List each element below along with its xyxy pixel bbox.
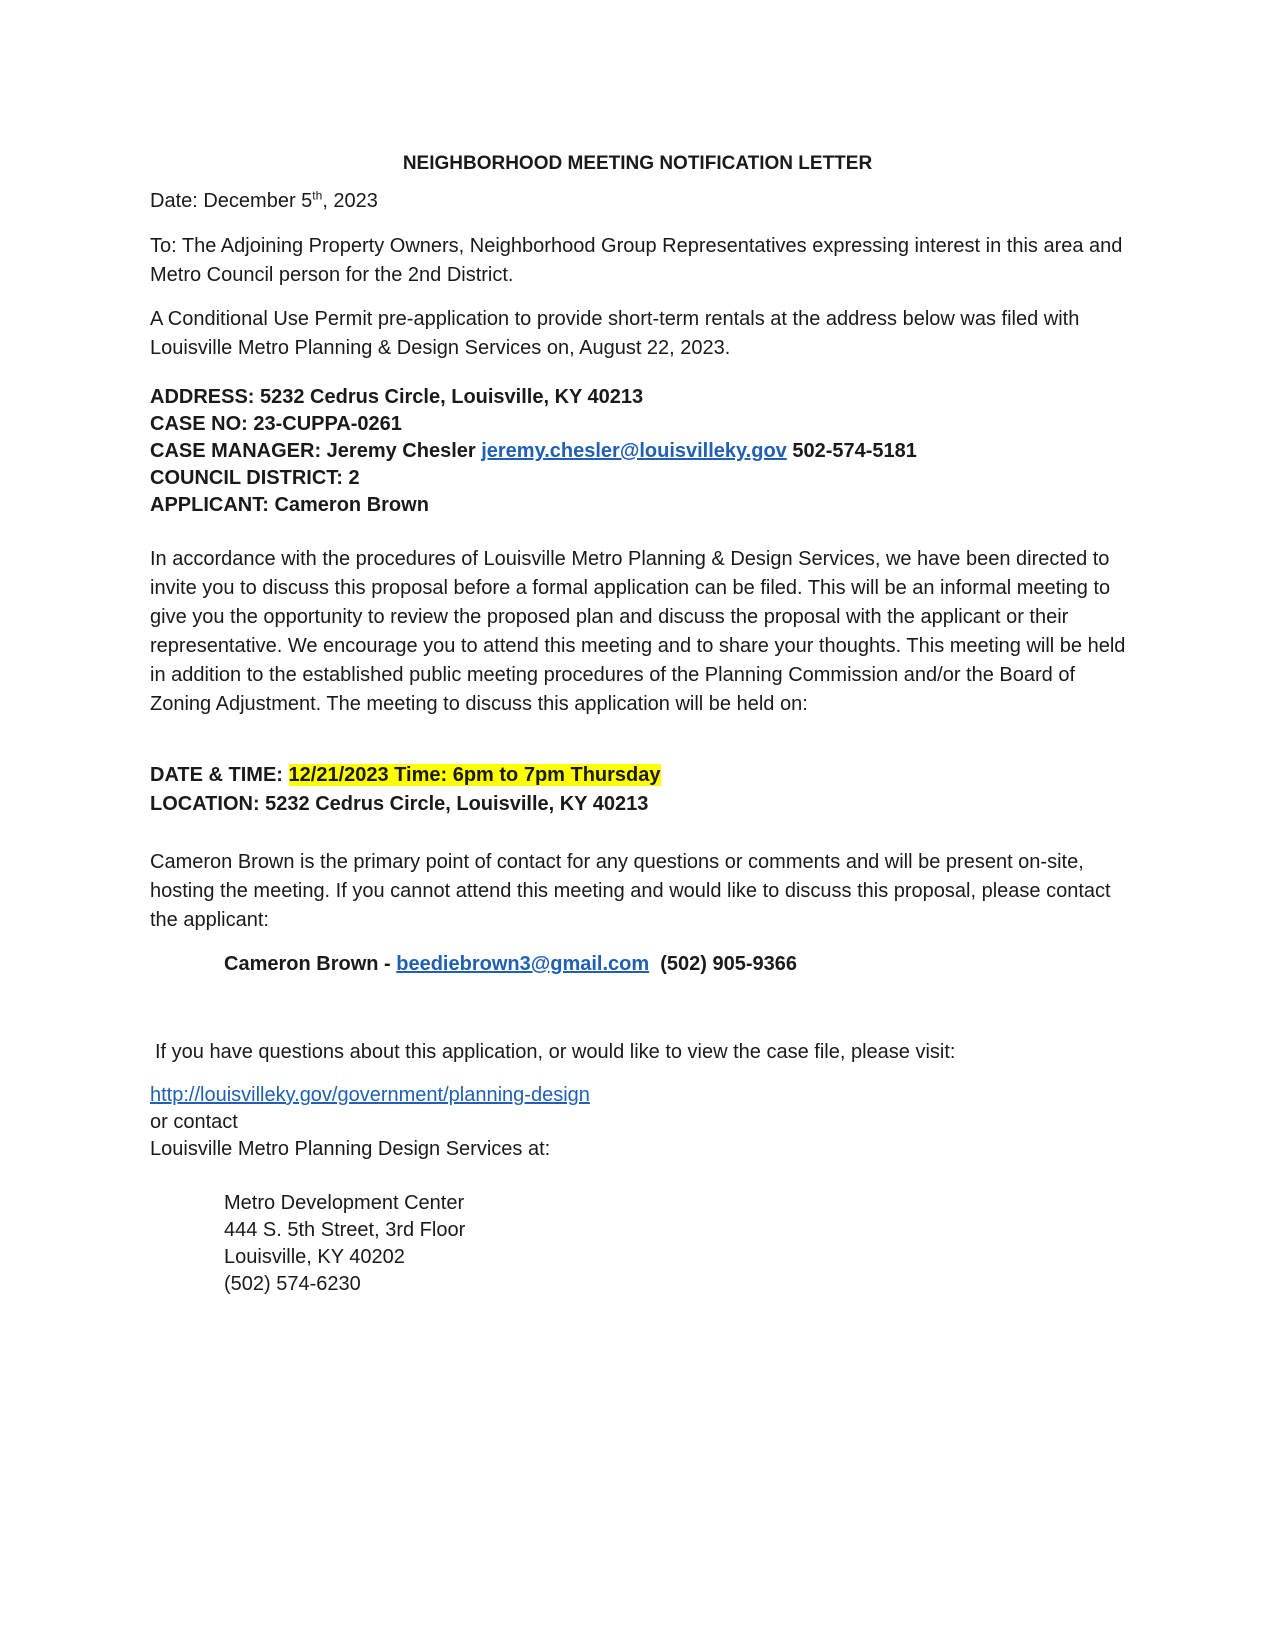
recipients-line: To: The Adjoining Property Owners, Neighborhood Group Representatives expressing interest in this area and Metro Council person for the 2nd District. bbox=[150, 235, 1123, 286]
office-address-line-2: 444 S. 5th Street, 3rd Floor bbox=[224, 1219, 466, 1241]
letter-date: Date: December 5th, 2023 bbox=[150, 188, 378, 212]
office-phone: (502) 574-6230 bbox=[224, 1273, 361, 1295]
office-label: Louisville Metro Planning Design Services at: bbox=[150, 1138, 551, 1160]
applicant-phone: (502) 905-9366 bbox=[660, 953, 798, 975]
applicant-email-link[interactable]: beediebrown3@gmail.com bbox=[396, 953, 650, 975]
council-district-line: COUNCIL DISTRICT: 2 bbox=[150, 467, 360, 489]
applicant-contact bbox=[224, 950, 1209, 979]
procedure-paragraph: In accordance with the procedures of Louisville Metro Planning & Design Services, we have been directed to invite you to discuss this proposal before a formal application can be filed. This will be an informal meeting to give you the opportunity to review the proposed plan and discuss the proposal with the applicant or their representative. We encourage you to attend this meeting and to share your thoughts. This meeting will be held in addition to the established public meeting procedures of the Planning Commission and/or the Board of Zoning Adjustment. The meeting to discuss this application will be held on: bbox=[150, 548, 1126, 715]
meeting-date-time-highlight: 12/21/2023 Time: 6pm to 7pm Thursday bbox=[288, 764, 661, 786]
applicant-line: APPLICANT: Cameron Brown bbox=[150, 494, 429, 516]
office-address-line-1: Metro Development Center bbox=[224, 1192, 465, 1214]
or-contact-text: or contact bbox=[150, 1111, 238, 1133]
website-contact bbox=[150, 1082, 1135, 1163]
questions-line: If you have questions about this application, or would like to view the case file, please visit: bbox=[155, 1041, 956, 1063]
case-manager-email-link[interactable]: jeremy.chesler@louisvilleky.gov bbox=[481, 440, 787, 462]
applicant-contact-name: Cameron Brown - bbox=[224, 953, 397, 975]
meeting-details bbox=[150, 761, 1135, 819]
office-address bbox=[224, 1190, 1209, 1298]
case-manager-line: CASE MANAGER: Jeremy Chesler jeremy.chesler@louisvilleky.gov 502-574-5181 bbox=[150, 440, 917, 462]
planning-website-link[interactable]: http://louisvilleky.gov/government/planning-design bbox=[150, 1084, 590, 1106]
case-details bbox=[150, 384, 1135, 519]
meeting-date-time: DATE & TIME: 12/21/2023 Time: 6pm to 7pm Thursday bbox=[150, 764, 661, 786]
letter-title: NEIGHBORHOOD MEETING NOTIFICATION LETTER bbox=[402, 153, 873, 174]
case-number-line: CASE NO: 23-CUPPA-0261 bbox=[150, 413, 402, 435]
intro-paragraph: A Conditional Use Permit pre-application to provide short-term rentals at the address below was filed with Louisville Metro Planning & Design Services on, August 22, 2023. bbox=[150, 308, 1080, 359]
contact-paragraph: Cameron Brown is the primary point of contact for any questions or comments and will be present on-site, hosting the meeting. If you cannot attend this meeting and would like to discuss this proposal, please contact the applicant: bbox=[150, 851, 1111, 931]
office-address-line-3: Louisville, KY 40202 bbox=[224, 1246, 405, 1268]
address-line: ADDRESS: 5232 Cedrus Circle, Louisville, KY 40213 bbox=[150, 386, 644, 408]
meeting-location: LOCATION: 5232 Cedrus Circle, Louisville, KY 40213 bbox=[150, 793, 649, 815]
